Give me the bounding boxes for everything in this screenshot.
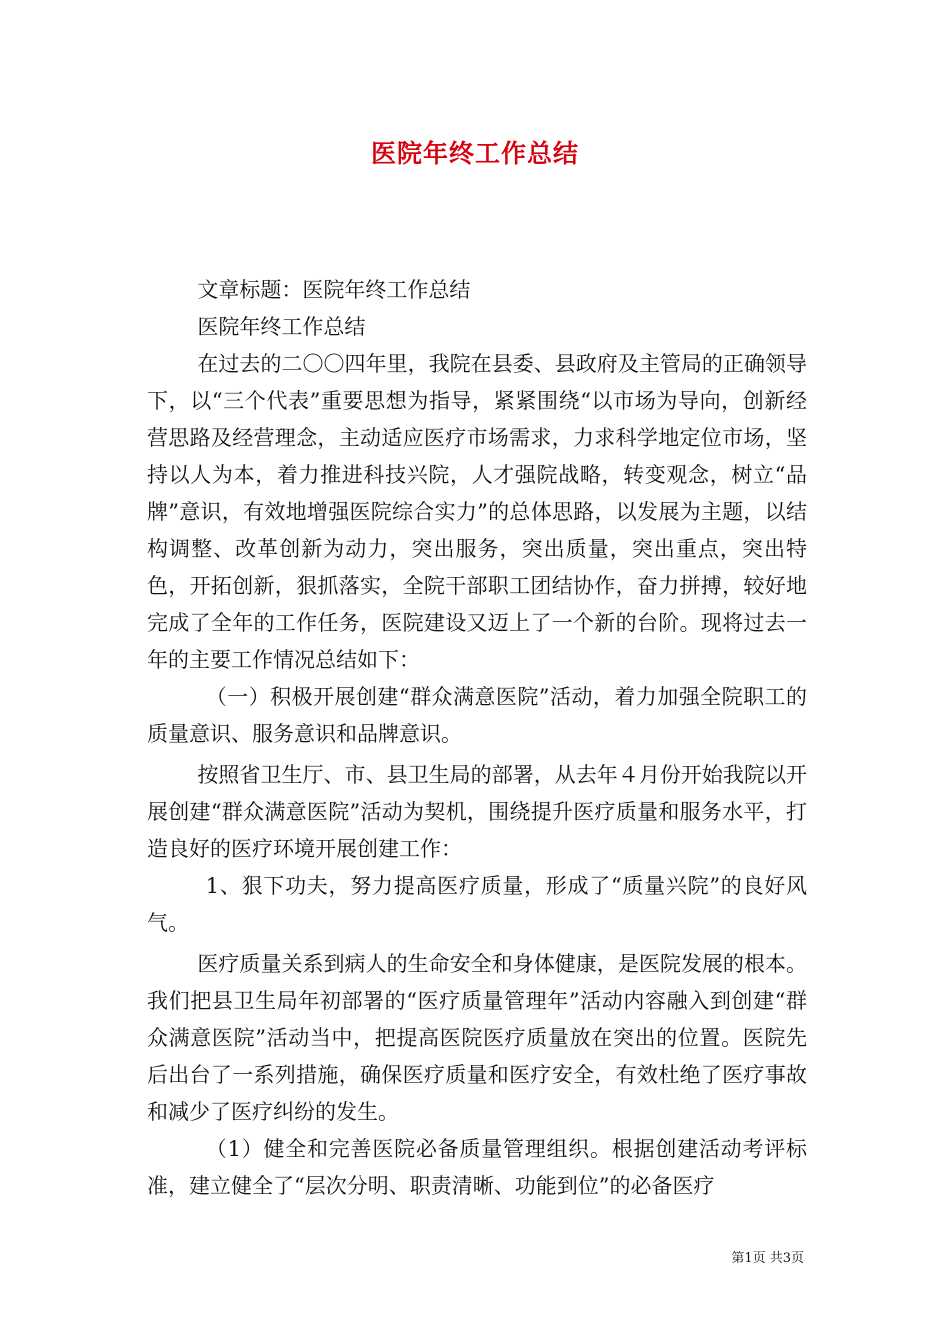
- document-body: [147, 272, 807, 1205]
- paragraph-quality: 医疗质量关系到病人的生命安全和身体健康，是医院发展的根本。我们把县卫生局年初部署的“医疗质量管理年”活动内容融入到创建“群众满意医院”活动当中，把提高医院医疗质量放在突出的位置。医院先后出台了一系列措施，确保医疗质量和医疗安全，有效杜绝了医疗事故和减少了医疗纠纷的发生。: [147, 952, 807, 1124]
- paragraph-intro: 在过去的二〇〇四年里，我院在县委、县政府及主管局的正确领导下，以“三个代表”重要思想为指导，紧紧围绕“以市场为导向，创新经营思路及经营理念，主动适应医疗市场需求，力求科学地定位市场，坚持以人为本，着力推进科技兴院，人才强院战略，转变观念，树立“品牌”意识，有效地增强医院综合实力”的总体思路，以发展为主题，以结构调整、改革创新为动力，突出服务，突出质量，突出重点，突出特色，开拓创新，狠抓落实，全院干部职工团结协作，奋力拼搏，较好地完成了全年的工作任务，医院建设又迈上了一个新的台阶。现将过去一年的主要工作情况总结如下：: [147, 352, 807, 672]
- paragraph-article-title: 文章标题：医院年终工作总结: [197, 278, 471, 302]
- paragraph-subitem-one: （1）健全和完善医院必备质量管理组织。根据创建活动考评标准，建立健全了“层次分明、职责清晰、功能到位”的必备医疗: [147, 1137, 807, 1198]
- paragraph-heading: 医院年终工作总结: [197, 315, 366, 339]
- paragraph-deployment: 按照省卫生厅、市、县卫生局的部署，从去年４月份开始我院以开展创建“群众满意医院”活动为契机，围绕提升医疗质量和服务水平，打造良好的医疗环境开展创建工作：: [147, 763, 807, 861]
- page-number: 第1页 共3页: [731, 1251, 804, 1266]
- paragraph-item-one: 1、狠下功夫，努力提高医疗质量，形成了“质量兴院”的良好风气。: [147, 874, 807, 935]
- document-title: 医院年终工作总结: [370, 139, 579, 168]
- paragraph-section-one: （一）积极开展创建“群众满意医院”活动，着力加强全院职工的质量意识、服务意识和品牌意识。: [147, 685, 807, 746]
